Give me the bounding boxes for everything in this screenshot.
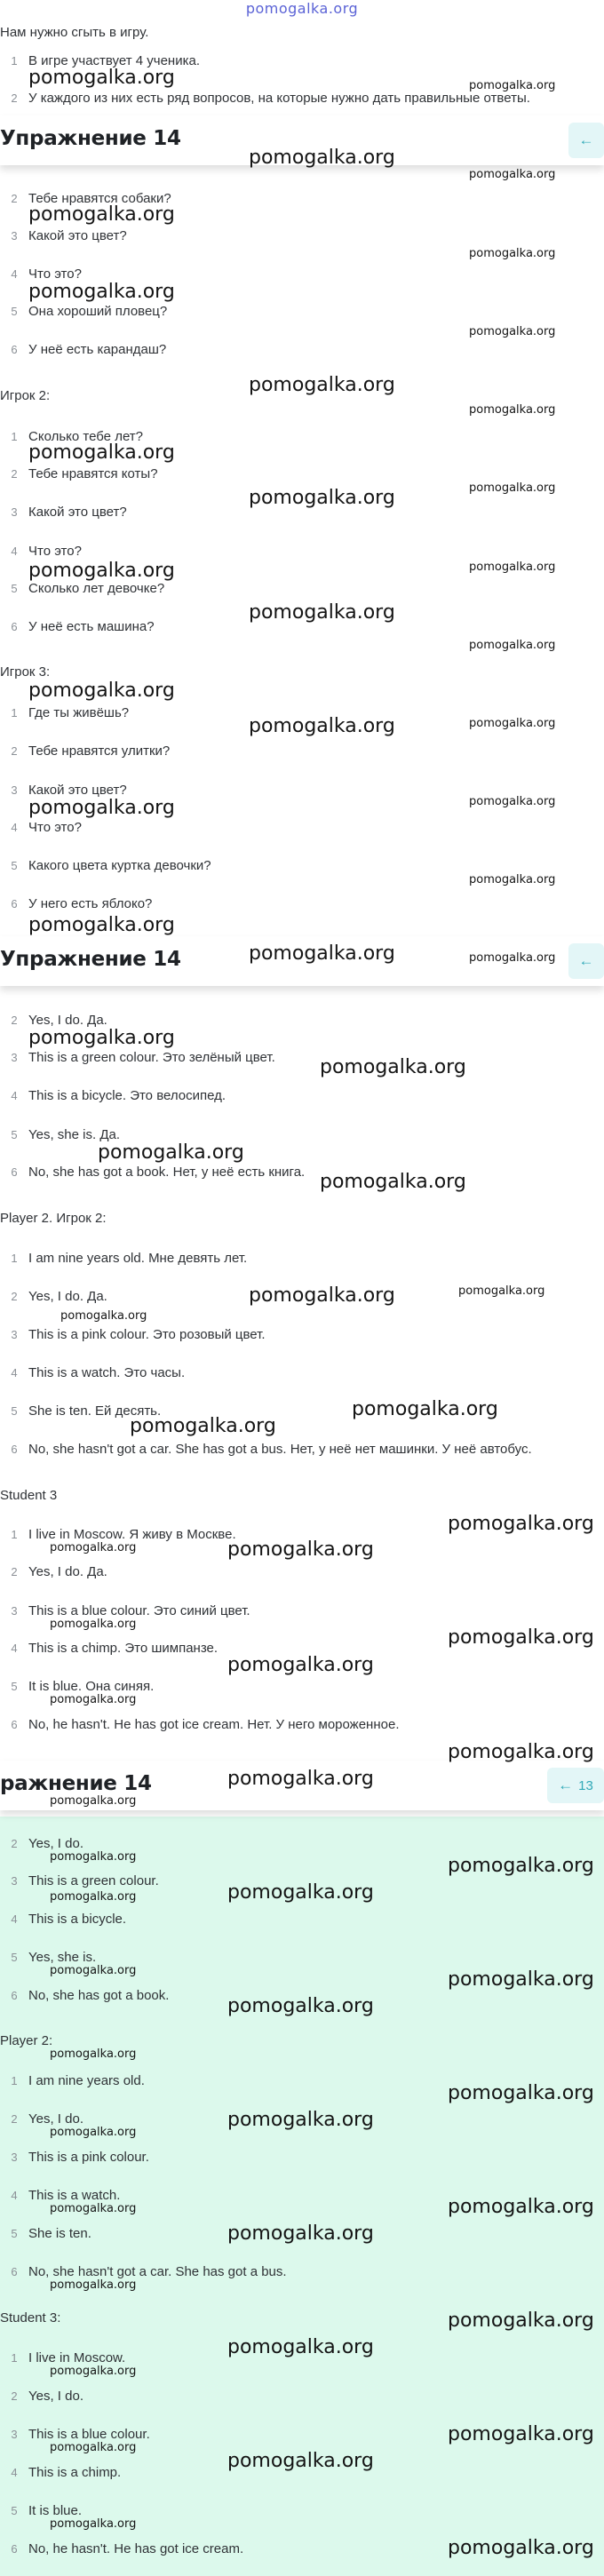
item-number: 4 [11, 1642, 18, 1655]
watermark: pomogalka.org [50, 2278, 137, 2292]
watermark: pomogalka.org [227, 2222, 374, 2245]
watermark: pomogalka.org [50, 2441, 137, 2454]
watermark: pomogalka.org [249, 147, 395, 169]
item-text: This is a chimp. Это шимпанзе. [28, 1641, 219, 1656]
item-text: This is a blue colour. Это синий цвет. [28, 1603, 250, 1618]
item-number: 6 [11, 620, 18, 633]
item-text: No, she has got a book. Нет, у неё есть книга. [28, 1165, 306, 1180]
watermark: pomogalka.org [448, 2423, 594, 2445]
watermark: pomogalka.org [98, 1141, 244, 1164]
item-text: This is a bicycle. Это велосипед. [28, 1088, 226, 1103]
watermark: pomogalka.org [50, 1541, 137, 1554]
watermark: pomogalka.org [320, 1171, 466, 1193]
item-text: Что это? [28, 544, 82, 559]
watermark: pomogalka.org [227, 1768, 374, 1790]
watermark: pomogalka.org [448, 2082, 594, 2104]
item-text: Какого цвета куртка девочки? [28, 858, 211, 873]
item-text: It is blue. Она синяя. [28, 1679, 155, 1694]
watermark: pomogalka.org [50, 1890, 137, 1904]
item-number: 6 [11, 897, 18, 910]
item-text: Тебе нравятся коты? [28, 466, 158, 481]
item-text: This is a blue colour. [28, 2427, 150, 2442]
watermark: pomogalka.org [469, 717, 556, 730]
watermark: pomogalka.org [249, 715, 395, 737]
page-number: 13 [578, 1778, 593, 1793]
item-number: 2 [11, 1837, 18, 1850]
watermark: pomogalka.org [50, 2126, 137, 2139]
watermark: pomogalka.org [28, 281, 175, 303]
item-text: It is blue. [28, 2503, 83, 2518]
arrow-left-icon: ← [578, 952, 594, 969]
watermark: pomogalka.org [50, 1693, 137, 1706]
watermark: pomogalka.org [227, 2450, 374, 2472]
watermark: pomogalka.org [458, 1284, 545, 1298]
watermark: pomogalka.org [227, 1538, 374, 1561]
item-number: 5 [11, 1404, 18, 1418]
item-number: 4 [11, 545, 18, 558]
watermark: pomogalka.org [469, 168, 556, 181]
item-text: У неё есть машина? [28, 619, 155, 634]
item-text: Yes, she is. Да. [28, 1127, 120, 1142]
item-number: 4 [11, 1912, 18, 1926]
item-text: No, he hasn't. He has got ice cream. Нет. У него мороженное. [28, 1717, 400, 1732]
item-number: 5 [11, 1680, 18, 1693]
item-text: This is a pink colour. Это розовый цвет. [28, 1327, 266, 1342]
item-number: 3 [11, 1874, 18, 1888]
item-text: У неё есть карандаш? [28, 342, 167, 357]
item-number: 3 [11, 783, 18, 797]
watermark: pomogalka.org [50, 1794, 137, 1808]
item-text: Сколько тебе лет? [28, 429, 144, 444]
item-text: This is a green colour. [28, 1873, 159, 1888]
item-text: Yes, I do. Да. [28, 1289, 107, 1304]
watermark: pomogalka.org [50, 2365, 137, 2378]
player-label: Student 3 [0, 1488, 58, 1503]
watermark: pomogalka.org [448, 1513, 594, 1535]
item-number: 3 [11, 505, 18, 519]
item-number: 2 [11, 2389, 18, 2403]
watermark: pomogalka.org [50, 1618, 137, 1631]
watermark: pomogalka.org [448, 1626, 594, 1649]
item-text: No, she hasn't got a car. She has got a bus. Нет, у неё нет машинки. У неё автобус. [28, 1442, 532, 1457]
item-text: Yes, I do. Да. [28, 1564, 107, 1579]
item-number: 2 [11, 467, 18, 481]
watermark: pomogalka.org [28, 797, 175, 819]
back-button[interactable] [568, 943, 604, 979]
watermark: pomogalka.org [50, 1850, 137, 1864]
item-number: 3 [11, 1051, 18, 1064]
player-label: Игрок 3: [0, 664, 51, 680]
back-button[interactable] [568, 123, 604, 158]
watermark: pomogalka.org [50, 2517, 137, 2531]
item-number: 6 [11, 1989, 18, 2002]
watermark: pomogalka.org [469, 795, 556, 808]
item-number: 5 [11, 1128, 18, 1141]
watermark: pomogalka.org [50, 2202, 137, 2215]
item-number: 5 [11, 859, 18, 872]
watermark: pomogalka.org [60, 1309, 147, 1323]
item-text: This is a green colour. Это зелёный цвет. [28, 1050, 275, 1065]
arrow-left-icon: ← [558, 1777, 574, 1793]
watermark: pomogalka.org [469, 873, 556, 886]
watermark: pomogalka.org [227, 1881, 374, 1904]
watermark: pomogalka.org [227, 1995, 374, 2017]
watermark: pomogalka.org [469, 561, 556, 574]
item-text: No, she hasn't got a car. She has got a bus. [28, 2264, 287, 2279]
item-text: I live in Moscow. [28, 2350, 126, 2365]
item-text: Тебе нравятся собаки? [28, 191, 171, 206]
item-text: Что это? [28, 820, 82, 835]
item-number: 1 [11, 430, 18, 443]
exercise-title: Упражнение 14 [0, 948, 181, 971]
watermark: pomogalka.org [28, 914, 175, 936]
watermark: pomogalka.org [227, 2109, 374, 2131]
item-number: 4 [11, 267, 18, 281]
watermark: pomogalka.org [469, 951, 556, 965]
item-text: У каждого из них есть ряд вопросов, на которые нужно дать правильные ответы. [28, 91, 530, 106]
watermark: pomogalka.org [130, 1415, 276, 1437]
item-number: 5 [11, 2227, 18, 2240]
item-number: 2 [11, 91, 18, 105]
item-text: This is a chimp. [28, 2465, 122, 2480]
watermark: pomogalka.org [28, 67, 175, 89]
player-label: Player 2: [0, 2033, 53, 2048]
item-text: She is ten. Ей десять. [28, 1403, 162, 1419]
exercise-header-3 [0, 1761, 604, 1810]
item-number: 5 [11, 2504, 18, 2517]
watermark: pomogalka.org [448, 2537, 594, 2559]
item-number: 5 [11, 305, 18, 318]
item-number: 2 [11, 1290, 18, 1303]
watermark: pomogalka.org [469, 403, 556, 417]
item-number: 3 [11, 229, 18, 242]
item-text: Yes, I do. [28, 1836, 83, 1851]
item-number: 1 [11, 706, 18, 720]
item-text: I am nine years old. [28, 2073, 145, 2088]
item-text: Какой это цвет? [28, 505, 127, 520]
item-text: У него есть яблоко? [28, 896, 153, 911]
item-text: Какой это цвет? [28, 783, 127, 798]
item-number: 3 [11, 2428, 18, 2441]
exercise-header-1 [0, 115, 604, 165]
item-number: 2 [11, 2112, 18, 2126]
watermark: pomogalka.org [28, 441, 175, 464]
item-text: This is a pink colour. [28, 2150, 149, 2165]
site-logo: pomogalka.org [245, 0, 359, 17]
watermark: pomogalka.org [448, 1855, 594, 1877]
exercise-title: ражнение 14 [0, 1772, 152, 1795]
item-number: 4 [11, 1089, 18, 1102]
watermark: pomogalka.org [469, 325, 556, 338]
player-label: Игрок 2: [0, 388, 51, 403]
watermark: pomogalka.org [249, 942, 395, 965]
item-number: 5 [11, 1951, 18, 1964]
item-number: 4 [11, 2189, 18, 2202]
item-number: 5 [11, 582, 18, 595]
item-number: 6 [11, 1443, 18, 1456]
watermark: pomogalka.org [469, 481, 556, 495]
item-text: Что это? [28, 266, 82, 282]
item-text: Тебе нравятся улитки? [28, 743, 171, 759]
intro-text: Нам нужно сгыть в игру. [0, 25, 149, 40]
watermark: pomogalka.org [352, 1398, 498, 1420]
watermark: pomogalka.org [448, 1741, 594, 1763]
watermark: pomogalka.org [448, 2196, 594, 2218]
item-text: I live in Moscow. Я живу в Москве. [28, 1527, 236, 1542]
item-text: I am nine years old. Мне девять лет. [28, 1251, 248, 1266]
item-number: 6 [11, 1718, 18, 1731]
watermark: pomogalka.org [227, 1654, 374, 1676]
arrow-left-icon: ← [578, 131, 594, 148]
item-text: Yes, I do. Да. [28, 1013, 107, 1028]
item-number: 2 [11, 1014, 18, 1027]
item-text: Какой это цвет? [28, 228, 127, 243]
exercise-header-2 [0, 936, 604, 986]
item-number: 4 [11, 1366, 18, 1379]
item-number: 1 [11, 2074, 18, 2087]
item-number: 1 [11, 1528, 18, 1541]
item-text: В игре участвует 4 ученика. [28, 53, 200, 68]
watermark: pomogalka.org [448, 1968, 594, 1991]
watermark: pomogalka.org [469, 79, 556, 92]
item-text: She is ten. [28, 2226, 91, 2241]
item-text: This is a bicycle. [28, 1912, 127, 1927]
watermark: pomogalka.org [28, 680, 175, 702]
item-text: No, he hasn't. He has got ice cream. [28, 2541, 244, 2556]
item-number: 6 [11, 1165, 18, 1179]
watermark: pomogalka.org [249, 374, 395, 396]
item-text: Yes, she is. [28, 1950, 97, 1965]
item-text: Где ты живёшь? [28, 705, 130, 720]
watermark: pomogalka.org [469, 639, 556, 652]
watermark: pomogalka.org [50, 1964, 137, 1977]
watermark: pomogalka.org [249, 1284, 395, 1307]
watermark: pomogalka.org [448, 2310, 594, 2332]
player-label: Player 2. Игрок 2: [0, 1211, 107, 1226]
watermark: pomogalka.org [28, 1027, 175, 1049]
watermark: pomogalka.org [227, 2336, 374, 2358]
item-text: Она хороший пловец? [28, 304, 168, 319]
watermark: pomogalka.org [50, 2047, 137, 2061]
item-number: 2 [11, 192, 18, 205]
item-number: 1 [11, 2351, 18, 2365]
item-number: 6 [11, 343, 18, 356]
item-number: 4 [11, 2466, 18, 2479]
item-text: This is a watch. [28, 2188, 121, 2203]
watermark: pomogalka.org [469, 247, 556, 260]
player-label: Student 3: [0, 2310, 61, 2326]
item-text: Сколько лет девочке? [28, 581, 165, 596]
item-number: 1 [11, 1252, 18, 1265]
exercise-title: Упражнение 14 [0, 127, 181, 150]
item-number: 4 [11, 821, 18, 834]
item-number: 3 [11, 1328, 18, 1341]
watermark: pomogalka.org [249, 487, 395, 509]
item-text: No, she has got a book. [28, 1988, 170, 2003]
watermark: pomogalka.org [320, 1056, 466, 1078]
item-number: 1 [11, 54, 18, 68]
watermark: pomogalka.org [249, 601, 395, 624]
item-number: 2 [11, 744, 18, 758]
item-number: 6 [11, 2542, 18, 2556]
watermark: pomogalka.org [28, 203, 175, 226]
item-number: 3 [11, 2151, 18, 2164]
item-number: 6 [11, 2265, 18, 2278]
item-number: 3 [11, 1604, 18, 1618]
item-text: Yes, I do. [28, 2111, 83, 2127]
item-number: 2 [11, 1565, 18, 1578]
item-text: Yes, I do. [28, 2389, 83, 2404]
item-text: This is a watch. Это часы. [28, 1365, 186, 1380]
watermark: pomogalka.org [28, 560, 175, 582]
back-button[interactable] [547, 1768, 604, 1803]
